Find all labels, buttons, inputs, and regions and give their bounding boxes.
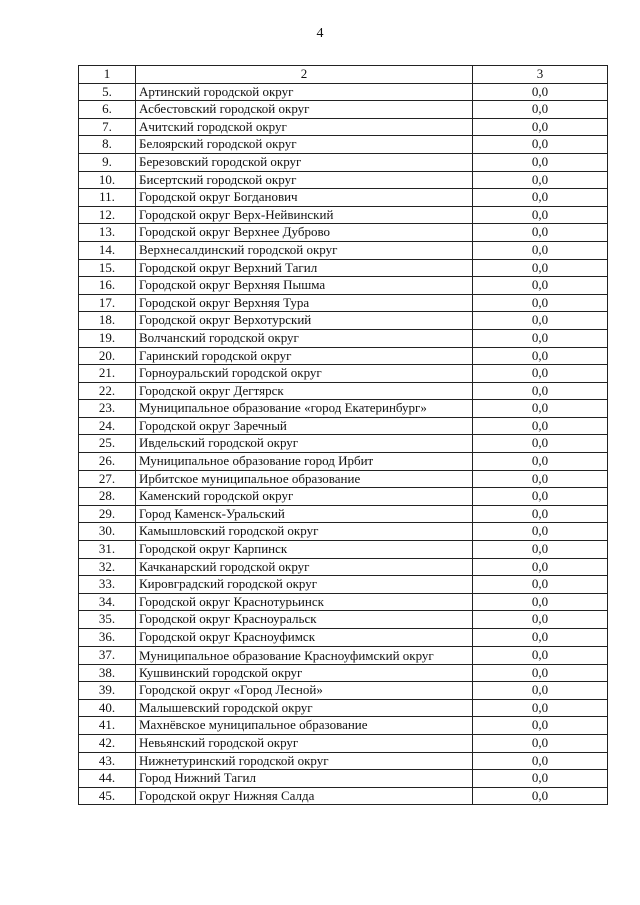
row-value: 0,0 — [473, 417, 608, 435]
municipality-name: Городской округ Верх-Нейвинский — [136, 206, 473, 224]
table-row — [79, 453, 608, 471]
row-value: 0,0 — [473, 752, 608, 770]
row-value: 0,0 — [473, 770, 608, 788]
table-row — [79, 611, 608, 629]
row-number: 33. — [79, 576, 136, 594]
municipality-name: Бисертский городской округ — [136, 171, 473, 189]
table-row — [79, 118, 608, 136]
row-value: 0,0 — [473, 329, 608, 347]
municipality-name: Городской округ «Город Лесной» — [136, 682, 473, 700]
table-row — [79, 523, 608, 541]
row-value: 0,0 — [473, 400, 608, 418]
row-number: 38. — [79, 664, 136, 682]
row-value: 0,0 — [473, 787, 608, 805]
table-row — [79, 400, 608, 418]
row-value: 0,0 — [473, 611, 608, 629]
row-number: 37. — [79, 646, 136, 664]
municipality-name: Асбестовский городской округ — [136, 101, 473, 119]
row-value: 0,0 — [473, 593, 608, 611]
table-row — [79, 329, 608, 347]
municipality-name: Кировградский городской округ — [136, 576, 473, 594]
row-number: 32. — [79, 558, 136, 576]
row-number: 40. — [79, 699, 136, 717]
table-row — [79, 365, 608, 383]
table-header-row — [79, 66, 608, 84]
municipality-name: Волчанский городской округ — [136, 329, 473, 347]
row-number: 29. — [79, 505, 136, 523]
row-number: 31. — [79, 541, 136, 559]
row-number: 39. — [79, 682, 136, 700]
row-number: 6. — [79, 101, 136, 119]
municipality-name: Белоярский городской округ — [136, 136, 473, 154]
municipality-name: Нижнетуринский городской округ — [136, 752, 473, 770]
municipality-name: Ачитский городской округ — [136, 118, 473, 136]
table-row — [79, 277, 608, 295]
row-value: 0,0 — [473, 136, 608, 154]
table-row — [79, 752, 608, 770]
municipality-name: Город Нижний Тагил — [136, 770, 473, 788]
row-value: 0,0 — [473, 171, 608, 189]
table-row — [79, 593, 608, 611]
municipality-name: Город Каменск-Уральский — [136, 505, 473, 523]
row-number: 14. — [79, 241, 136, 259]
table-row — [79, 171, 608, 189]
row-value: 0,0 — [473, 453, 608, 471]
row-value: 0,0 — [473, 259, 608, 277]
row-value: 0,0 — [473, 189, 608, 207]
table-row — [79, 435, 608, 453]
row-number: 8. — [79, 136, 136, 154]
municipality-name: Городской округ Верхняя Пышма — [136, 277, 473, 295]
row-value: 0,0 — [473, 541, 608, 559]
municipality-name: Городской округ Красноуфимск — [136, 629, 473, 647]
municipality-name: Городской округ Красноуральск — [136, 611, 473, 629]
table-row — [79, 541, 608, 559]
row-value: 0,0 — [473, 241, 608, 259]
table-row — [79, 83, 608, 101]
row-value: 0,0 — [473, 734, 608, 752]
row-number: 5. — [79, 83, 136, 101]
table-row — [79, 664, 608, 682]
municipality-name: Городской округ Верхняя Тура — [136, 294, 473, 312]
municipality-name: Качканарский городской округ — [136, 558, 473, 576]
municipality-name: Березовский городской округ — [136, 153, 473, 171]
row-value: 0,0 — [473, 646, 608, 664]
row-number: 36. — [79, 629, 136, 647]
table-row — [79, 646, 608, 664]
row-value: 0,0 — [473, 470, 608, 488]
table-row — [79, 576, 608, 594]
row-number: 27. — [79, 470, 136, 488]
row-number: 35. — [79, 611, 136, 629]
data-table — [78, 65, 608, 805]
row-number: 17. — [79, 294, 136, 312]
municipality-name: Городской округ Карпинск — [136, 541, 473, 559]
row-number: 21. — [79, 365, 136, 383]
municipality-name: Городской округ Богданович — [136, 189, 473, 207]
municipality-name: Каменский городской округ — [136, 488, 473, 506]
table-row — [79, 558, 608, 576]
row-value: 0,0 — [473, 629, 608, 647]
row-value: 0,0 — [473, 224, 608, 242]
table-row — [79, 136, 608, 154]
municipality-name: Махнёвское муниципальное образование — [136, 717, 473, 735]
column-header-3: 3 — [473, 66, 608, 84]
row-number: 42. — [79, 734, 136, 752]
row-number: 13. — [79, 224, 136, 242]
table-row — [79, 629, 608, 647]
row-number: 20. — [79, 347, 136, 365]
row-number: 24. — [79, 417, 136, 435]
table-row — [79, 505, 608, 523]
row-value: 0,0 — [473, 277, 608, 295]
row-number: 19. — [79, 329, 136, 347]
row-number: 28. — [79, 488, 136, 506]
row-number: 45. — [79, 787, 136, 805]
row-number: 34. — [79, 593, 136, 611]
row-value: 0,0 — [473, 699, 608, 717]
row-value: 0,0 — [473, 664, 608, 682]
row-value: 0,0 — [473, 206, 608, 224]
row-number: 10. — [79, 171, 136, 189]
table-row — [79, 417, 608, 435]
row-value: 0,0 — [473, 294, 608, 312]
municipality-name: Городской округ Верхний Тагил — [136, 259, 473, 277]
municipality-name: Городской округ Верхнее Дуброво — [136, 224, 473, 242]
table-row — [79, 699, 608, 717]
row-value: 0,0 — [473, 523, 608, 541]
row-number: 25. — [79, 435, 136, 453]
column-header-2: 2 — [136, 66, 473, 84]
row-value: 0,0 — [473, 717, 608, 735]
municipality-name: Ирбитское муниципальное образование — [136, 470, 473, 488]
table-row — [79, 488, 608, 506]
table-row — [79, 101, 608, 119]
row-number: 30. — [79, 523, 136, 541]
municipality-name: Верхнесалдинский городской округ — [136, 241, 473, 259]
column-header-1: 1 — [79, 66, 136, 84]
table-row — [79, 206, 608, 224]
table-row — [79, 153, 608, 171]
table-row — [79, 382, 608, 400]
municipality-name: Кушвинский городской округ — [136, 664, 473, 682]
row-number: 23. — [79, 400, 136, 418]
row-number: 9. — [79, 153, 136, 171]
table-row — [79, 470, 608, 488]
row-number: 12. — [79, 206, 136, 224]
municipality-name: Муниципальное образование город Ирбит — [136, 453, 473, 471]
row-number: 7. — [79, 118, 136, 136]
municipality-name: Гаринский городской округ — [136, 347, 473, 365]
row-number: 43. — [79, 752, 136, 770]
row-number: 26. — [79, 453, 136, 471]
municipality-name: Малышевский городской округ — [136, 699, 473, 717]
row-value: 0,0 — [473, 382, 608, 400]
municipality-name: Артинский городской округ — [136, 83, 473, 101]
table-row — [79, 259, 608, 277]
row-value: 0,0 — [473, 365, 608, 383]
row-number: 15. — [79, 259, 136, 277]
municipality-name: Городской округ Нижняя Салда — [136, 787, 473, 805]
row-value: 0,0 — [473, 347, 608, 365]
municipality-name: Городской округ Дегтярск — [136, 382, 473, 400]
municipality-name: Городской округ Краснотурьинск — [136, 593, 473, 611]
row-value: 0,0 — [473, 488, 608, 506]
row-value: 0,0 — [473, 435, 608, 453]
municipality-name: Городской округ Верхотурский — [136, 312, 473, 330]
row-number: 41. — [79, 717, 136, 735]
row-number: 16. — [79, 277, 136, 295]
table-row — [79, 682, 608, 700]
municipality-name: Ивдельский городской округ — [136, 435, 473, 453]
row-value: 0,0 — [473, 312, 608, 330]
table-row — [79, 787, 608, 805]
row-value: 0,0 — [473, 118, 608, 136]
table-row — [79, 189, 608, 207]
row-value: 0,0 — [473, 505, 608, 523]
table-row — [79, 224, 608, 242]
row-value: 0,0 — [473, 558, 608, 576]
page-number: 4 — [316, 26, 324, 41]
row-number: 18. — [79, 312, 136, 330]
row-value: 0,0 — [473, 576, 608, 594]
table-row — [79, 312, 608, 330]
municipality-name: Камышловский городской округ — [136, 523, 473, 541]
table-row — [79, 717, 608, 735]
row-value: 0,0 — [473, 682, 608, 700]
table-row — [79, 734, 608, 752]
table-row — [79, 770, 608, 788]
row-number: 11. — [79, 189, 136, 207]
row-number: 44. — [79, 770, 136, 788]
row-number: 22. — [79, 382, 136, 400]
municipality-name: Муниципальное образование «город Екатеринбург» — [136, 400, 473, 418]
row-value: 0,0 — [473, 83, 608, 101]
municipality-name: Городской округ Заречный — [136, 417, 473, 435]
table-row — [79, 347, 608, 365]
municipality-name: Горноуральский городской округ — [136, 365, 473, 383]
municipality-name: Муниципальное образование Красноуфимский округ — [136, 646, 473, 664]
table-row — [79, 294, 608, 312]
table-row — [79, 241, 608, 259]
row-value: 0,0 — [473, 101, 608, 119]
municipality-name: Невьянский городской округ — [136, 734, 473, 752]
row-value: 0,0 — [473, 153, 608, 171]
